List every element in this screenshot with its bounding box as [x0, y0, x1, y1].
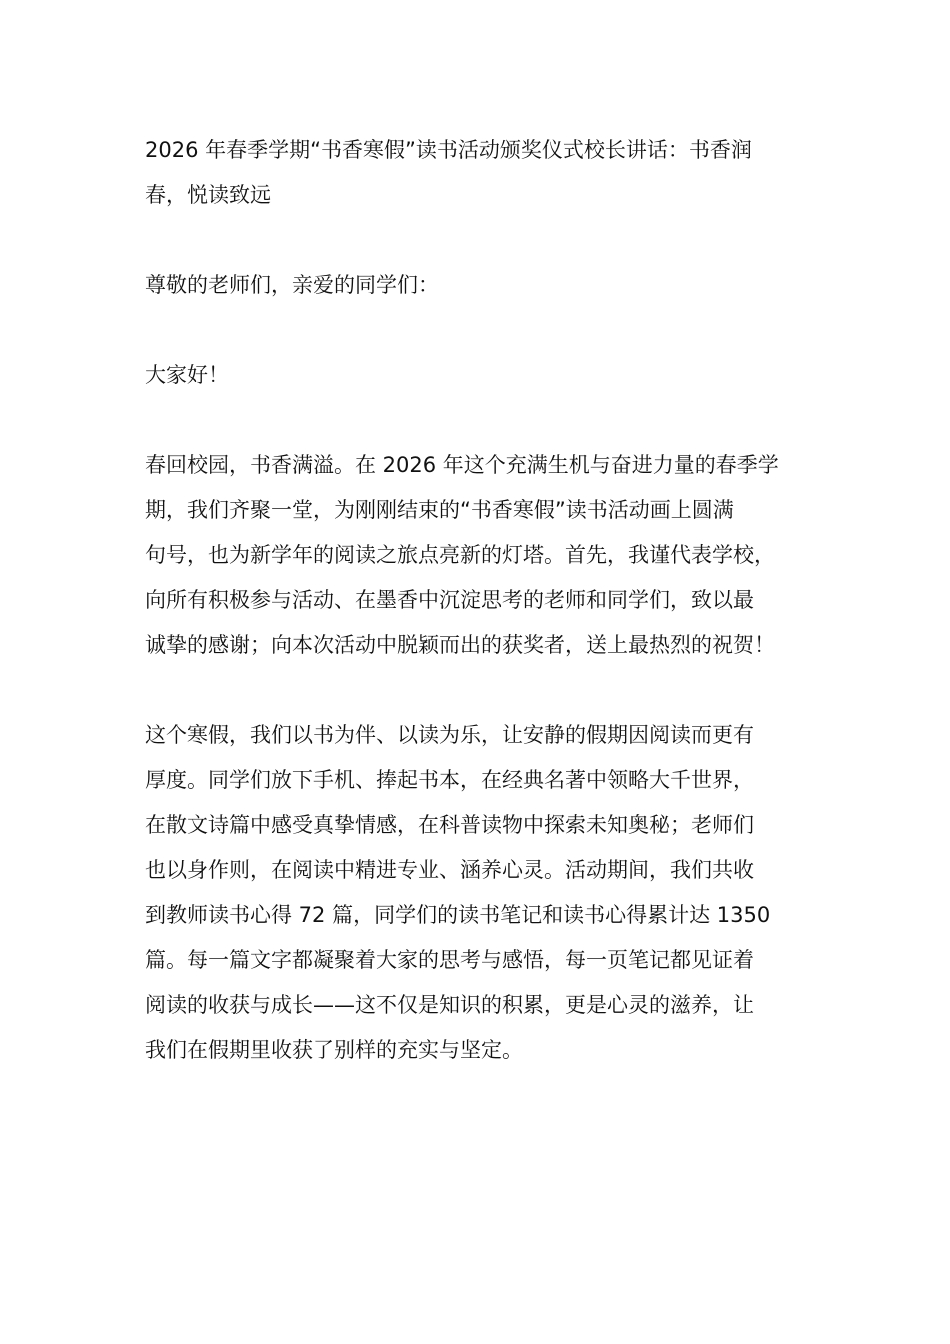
paragraph-line: 篇。每一篇文字都凝聚着大家的思考与感悟，每一页笔记都见证着 [145, 948, 754, 972]
paragraph-line: 向所有积极参与活动、在墨香中沉淀思考的老师和同学们，致以最 [145, 588, 754, 612]
greeting [145, 353, 835, 398]
paragraph-line: 到教师读书心得 72 篇，同学们的读书笔记和读书心得累计达 1350 [145, 903, 771, 927]
document-title [145, 128, 835, 218]
salutation [145, 263, 835, 308]
paragraph-line: 在散文诗篇中感受真挚情感，在科普读物中探索未知奥秘；老师们 [145, 813, 754, 837]
paragraph-line: 厚度。同学们放下手机、捧起书本，在经典名著中领略大千世界， [145, 768, 754, 792]
paragraph-winter-reading [145, 713, 835, 1073]
paragraph-line: 诚挚的感谢；向本次活动中脱颖而出的获奖者，送上最热烈的祝贺！ [145, 633, 775, 657]
paragraph-line: 期，我们齐聚一堂，为刚刚结束的“书香寒假”读书活动画上圆满 [145, 498, 734, 522]
paragraph-line: 句号，也为新学年的阅读之旅点亮新的灯塔。首先，我谨代表学校， [145, 543, 775, 567]
salutation-text: 尊敬的老师们，亲爱的同学们： [145, 273, 439, 297]
paragraph-line: 这个寒假，我们以书为伴、以读为乐，让安静的假期因阅读而更有 [145, 723, 754, 747]
document-body [145, 128, 835, 1118]
paragraph-line: 也以身作则，在阅读中精进专业、涵养心灵。活动期间，我们共收 [145, 858, 754, 882]
paragraph-opening [145, 443, 835, 668]
paragraph-line: 我们在假期里收获了别样的充实与坚定。 [145, 1038, 523, 1062]
title-line: 2026 年春季学期“书香寒假”读书活动颁奖仪式校长讲话：书香润 [145, 138, 752, 162]
paragraph-line: 春回校园，书香满溢。在 2026 年这个充满生机与奋进力量的春季学 [145, 453, 779, 477]
greeting-text: 大家好！ [145, 363, 229, 387]
paragraph-line: 阅读的收获与成长——这不仅是知识的积累，更是心灵的滋养，让 [145, 993, 754, 1017]
title-line: 春，悦读致远 [145, 183, 271, 207]
